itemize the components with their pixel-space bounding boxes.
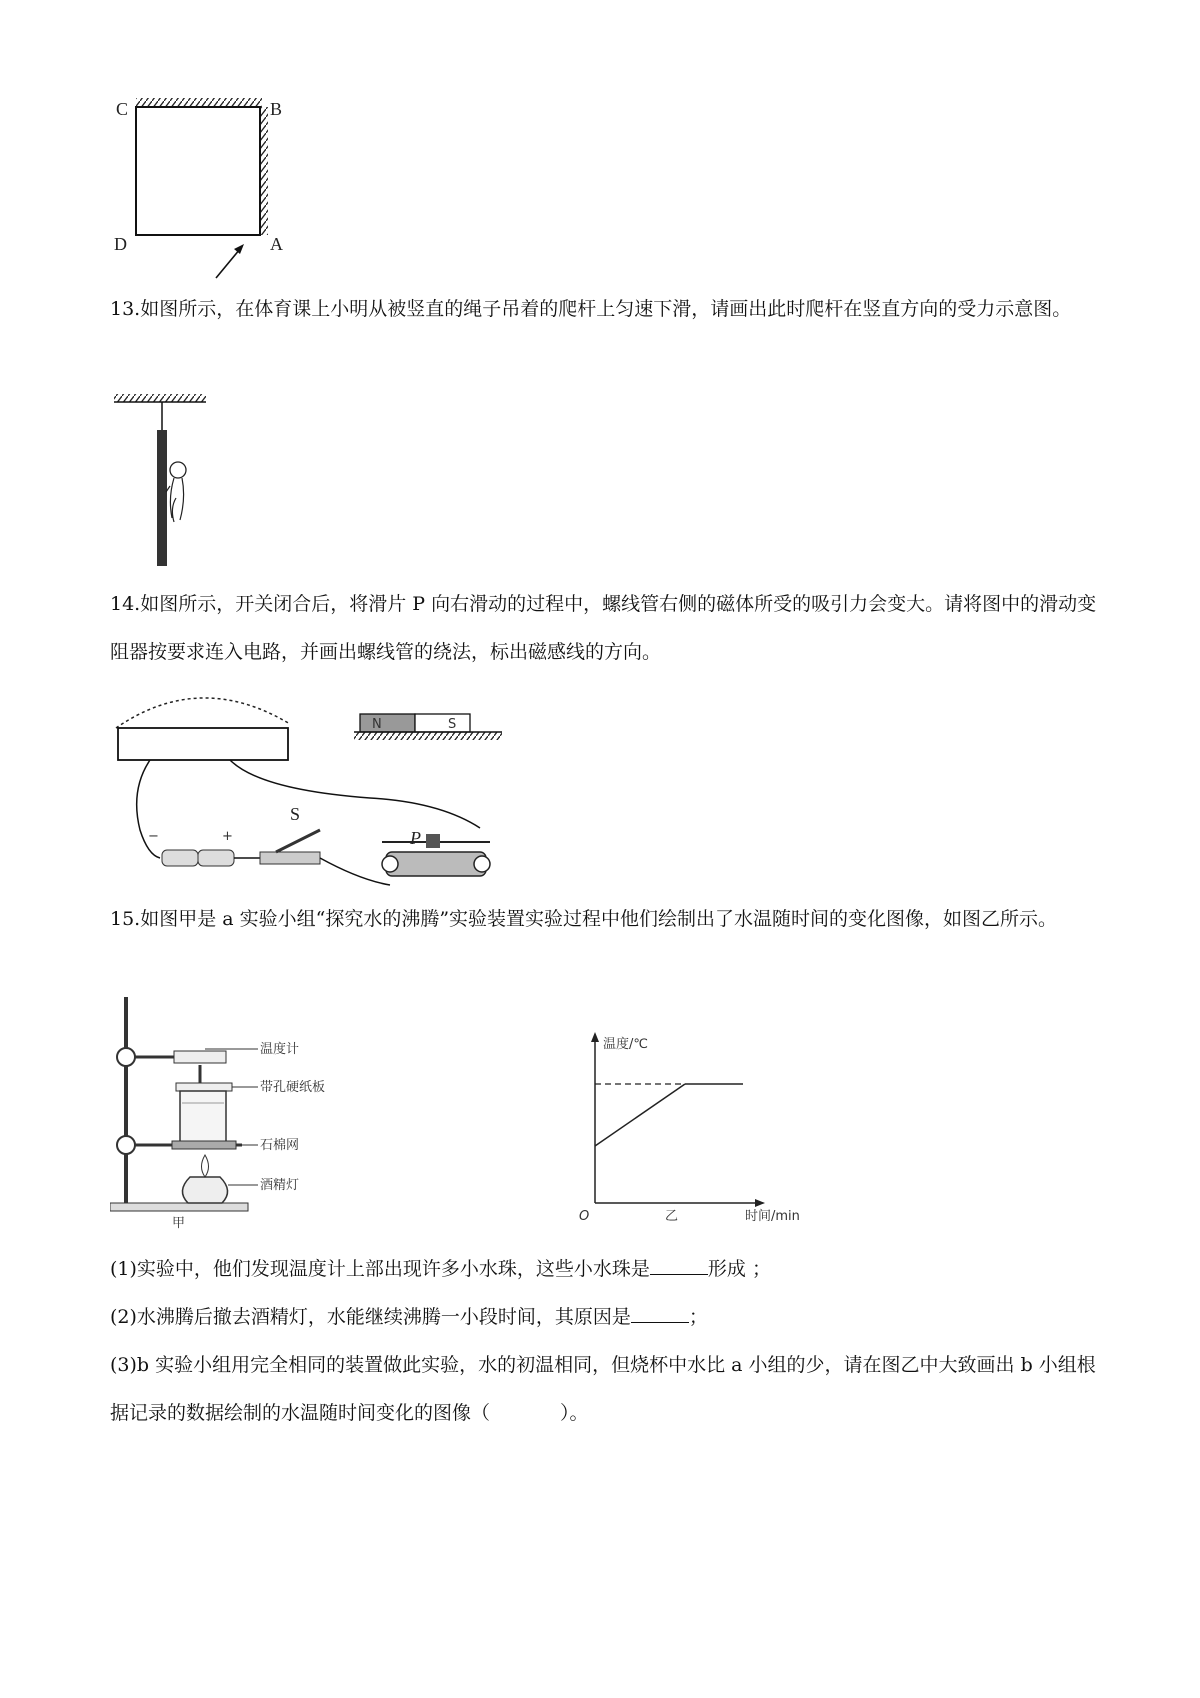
switch-lever xyxy=(276,830,320,852)
rheostat-slider xyxy=(426,834,440,848)
label-thermometer: 温度计 xyxy=(260,1042,300,1057)
clamp-lower xyxy=(117,1136,135,1154)
temperature-time-graph xyxy=(565,1028,825,1233)
sub1-blank[interactable] xyxy=(650,1253,708,1275)
clamp-upper xyxy=(117,1048,135,1066)
pole xyxy=(157,430,167,566)
label-b: B xyxy=(270,99,283,119)
label-c: C xyxy=(116,99,129,119)
graph-caption: 乙 xyxy=(665,1209,679,1224)
label-gauze: 石棉网 xyxy=(260,1138,300,1153)
label-lamp: 酒精灯 xyxy=(260,1178,300,1193)
thermometer-holder xyxy=(174,1051,226,1063)
switch-label: S xyxy=(290,804,301,824)
graph-origin: O xyxy=(579,1209,590,1224)
person-head xyxy=(170,462,186,478)
person-body xyxy=(166,478,184,522)
sub3-pre: (3)b 实验小组用完全相同的装置做此实验，水的初温相同，但烧杯中水比 a 小组的少，请在图乙中大致画出 b 小组根据记录的数据绘制的水温随时间变化的图像（ xyxy=(110,1354,1096,1424)
label-board: 带孔硬纸板 xyxy=(260,1080,326,1095)
question-15-text: 15.如图甲是 a 实验小组“探究水的沸腾”实验装置实验过程中他们绘制出了水温随时间的变化图像，如图乙所示。 xyxy=(110,908,1058,930)
rheostat-end-left xyxy=(382,856,398,872)
y-axis-arrow xyxy=(591,1032,599,1042)
label-a: A xyxy=(270,234,283,254)
solenoid xyxy=(118,728,288,760)
wire-right xyxy=(230,760,480,828)
wire-switch-rheostat xyxy=(320,858,390,885)
beaker xyxy=(180,1091,226,1143)
right-mirror-hatch xyxy=(260,107,268,235)
magnet-n-half xyxy=(360,714,415,732)
sub2-pre: (2)水沸腾后撤去酒精灯，水能继续沸腾一小段时间，其原因是 xyxy=(110,1306,631,1328)
field-line-dotted xyxy=(116,698,290,728)
climbing-pole-figure xyxy=(110,388,260,568)
sub3-post: ）。 xyxy=(560,1402,589,1424)
battery-cell-2 xyxy=(198,850,234,866)
incident-ray xyxy=(216,249,240,278)
switch-base xyxy=(260,852,320,864)
caption-jia: 甲 xyxy=(172,1216,186,1230)
magnet-n-label: N xyxy=(372,717,382,732)
sub2-post: ； xyxy=(688,1306,708,1328)
stand-base xyxy=(110,1203,248,1211)
sub1-post: 形成 ； xyxy=(707,1258,771,1280)
battery-plus: + xyxy=(222,829,233,844)
rheostat-end-right xyxy=(474,856,490,872)
magnet-s-label: S xyxy=(448,717,457,732)
solenoid-circuit-figure xyxy=(110,680,510,890)
lamp-flame xyxy=(202,1155,209,1177)
mirror-square-figure xyxy=(110,85,310,285)
battery-cell-1 xyxy=(162,850,198,866)
question-13-text: 13.如图所示，在体育课上小明从被竖直的绳子吊着的爬杆上匀速下滑，请画出此时爬杆在竖直方向的受力示意图。 xyxy=(110,298,1072,320)
square-outline xyxy=(136,107,260,235)
magnet-s-half xyxy=(415,714,470,732)
question-15-sub-2 xyxy=(110,1293,1100,1341)
sub2-blank[interactable] xyxy=(631,1301,689,1323)
ceiling-hatch xyxy=(114,394,206,402)
cardboard xyxy=(176,1083,232,1091)
label-d: D xyxy=(114,234,127,254)
top-mirror-hatch xyxy=(136,98,262,107)
heating-line xyxy=(595,1084,685,1146)
alcohol-lamp xyxy=(182,1177,227,1203)
slider-label: P xyxy=(410,828,421,848)
question-15-sub-3 xyxy=(110,1341,1100,1437)
x-axis-arrow xyxy=(755,1199,765,1207)
ray-arrowhead xyxy=(234,244,244,254)
table-hatch xyxy=(354,732,502,740)
sub1-pre: (1)实验中，他们发现温度计上部出现许多小水珠，这些小水珠是 xyxy=(110,1258,650,1280)
asbestos-gauze xyxy=(172,1141,236,1149)
boiling-apparatus-figure xyxy=(110,995,410,1230)
question-14-text: 14.如图所示，开关闭合后，将滑片 P 向右滑动的过程中，螺线管右侧的磁体所受的吸引力会变大。请将图中的滑动变阻器按要求连入电路，并画出螺线管的绕法，标出磁感线的方向。 xyxy=(110,593,1097,663)
battery-minus: − xyxy=(148,829,159,844)
graph-ylabel: 温度/℃ xyxy=(603,1037,648,1052)
graph-xlabel: 时间/min xyxy=(745,1209,800,1224)
question-15-sub-1 xyxy=(110,1245,1100,1293)
rheostat-body xyxy=(386,852,486,876)
